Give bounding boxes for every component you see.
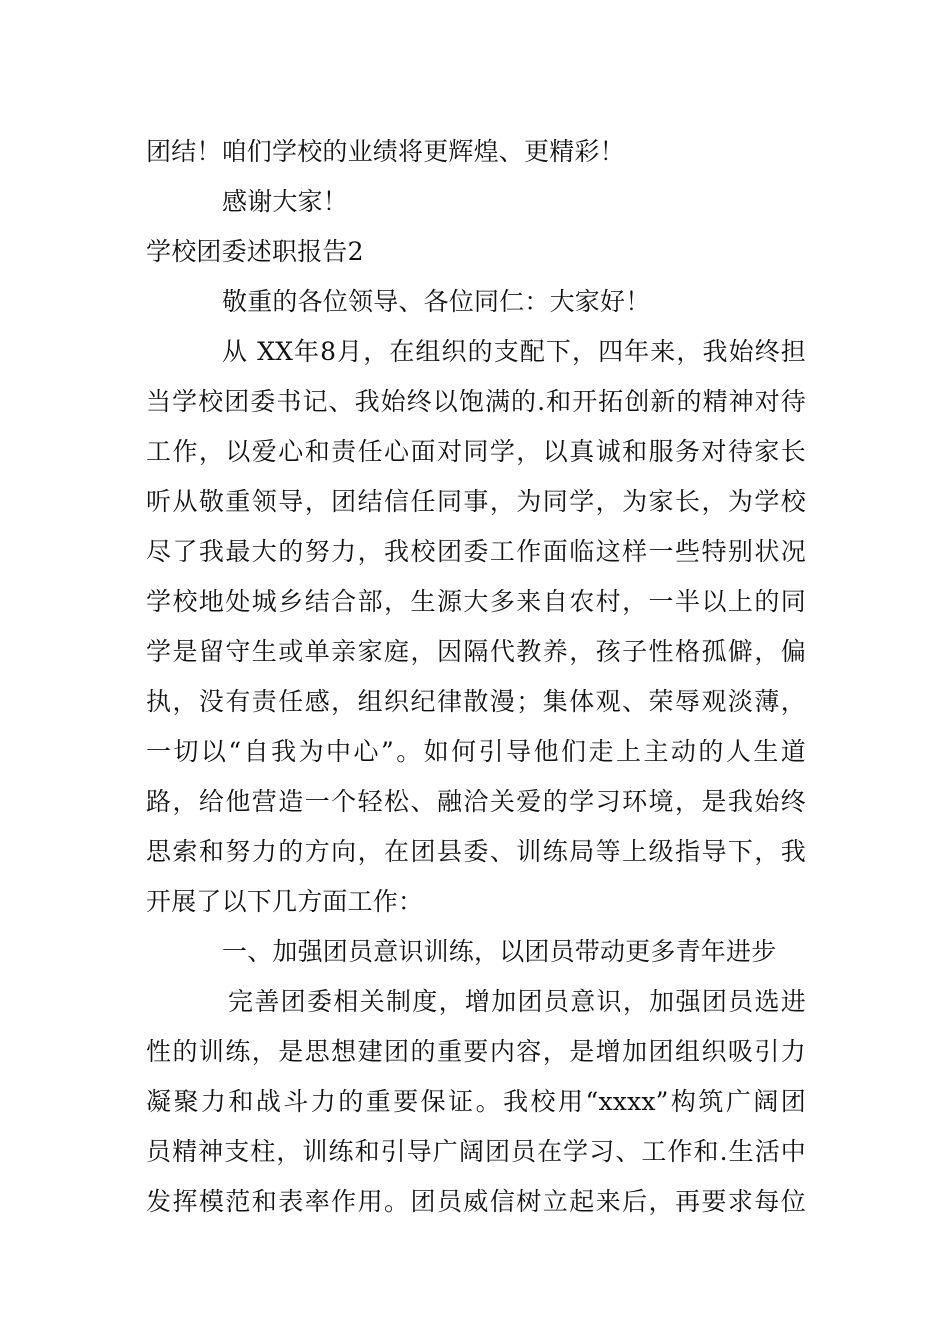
paragraph-line: 学校地处城乡结合部，生源大多来自农村，一半以上的同 [146, 587, 806, 616]
paragraph-line: 尽了我最大的努力，我校团委工作面临这样一些特别状况 [146, 537, 806, 566]
paragraph-line: 执，没有责任感，组织纪律散漫；集体观、荣辱观淡薄， [146, 687, 806, 716]
salutation-line: 敬重的各位领导、各位同仁：大家好！ [222, 287, 651, 316]
paragraph-line: 开展了以下几方面工作： [146, 887, 424, 916]
paragraph-line: 当学校团委书记、我始终以饱满的.和开拓创新的精神对待 [146, 387, 806, 416]
paragraph-line: 从 XX年8月，在组织的支配下，四年来，我始终担 [222, 337, 806, 366]
text-line-2: 感谢大家！ [222, 187, 349, 216]
paragraph-line: 性的训练，是思想建团的重要内容，是增加团组织吸引力 [146, 1037, 806, 1066]
paragraph-line: 工作，以爱心和责任心面对同学，以真诚和服务对待家长 [146, 437, 806, 466]
paragraph-line: 员精神支柱，训练和引导广阔团员在学习、工作和.生活中 [146, 1137, 806, 1166]
paragraph-line: 路，给他营造一个轻松、融洽关爱的学习环境，是我始终 [146, 787, 806, 816]
paragraph-line: 听从敬重领导，团结信任同事，为同学，为家长，为学校 [146, 487, 806, 516]
text-line-1: 团结！咱们学校的业绩将更辉煌、更精彩！ [146, 137, 625, 166]
paragraph-line: 完善团委相关制度，增加团员意识，加强团员选进 [228, 987, 806, 1016]
subsection-heading: 一、加强团员意识训练，以团员带动更多青年进步 [222, 937, 777, 966]
paragraph-line: 凝聚力和战斗力的重要保证。我校用“xxxx”构筑广阔团 [146, 1087, 806, 1116]
paragraph-line: 一切以“自我为中心”。如何引导他们走上主动的人生道 [146, 737, 806, 766]
paragraph-line: 发挥模范和表率作用。团员威信树立起来后，再要求每位 [146, 1187, 806, 1216]
paragraph-line: 学是留守生或单亲家庭，因隔代教养，孩子性格孤僻，偏 [146, 637, 806, 666]
section-heading: 学校团委述职报告2 [146, 237, 364, 266]
paragraph-line: 思索和努力的方向，在团县委、训练局等上级指导下，我 [146, 837, 806, 866]
